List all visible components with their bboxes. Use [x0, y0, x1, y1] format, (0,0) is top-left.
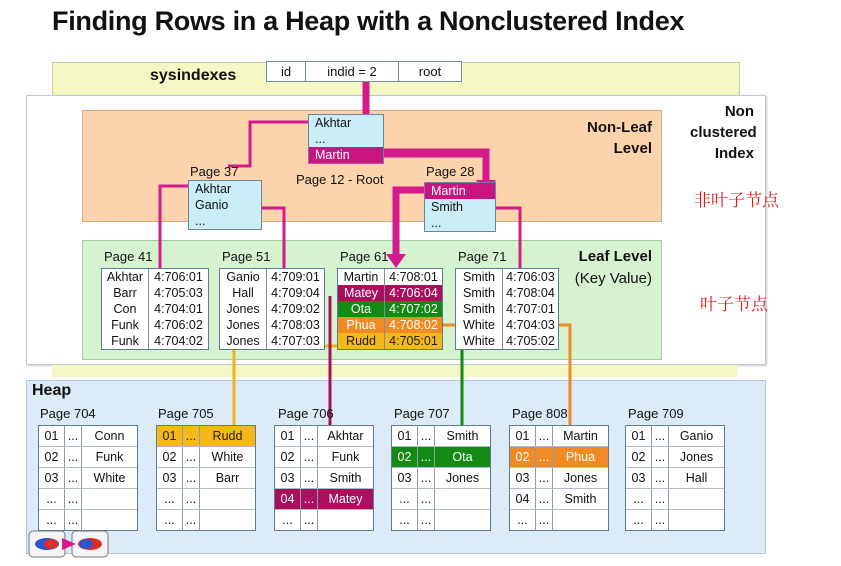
- heap-row: [392, 426, 490, 447]
- leaf-row: [220, 317, 324, 333]
- leaf-page-61: [337, 268, 443, 350]
- leaf-rid: 4:706:02: [154, 318, 203, 332]
- row-value: Ota: [452, 450, 473, 464]
- ellipsis: ...: [65, 510, 82, 530]
- page-label: Page 12 - Root: [296, 172, 384, 187]
- index-page-28: [424, 182, 496, 232]
- row-value: Hall: [685, 471, 708, 485]
- label-line: clustered: [690, 124, 757, 141]
- heap-row-phua: [510, 447, 608, 468]
- leaf-key: Ganio: [220, 269, 267, 285]
- leaf-key: Funk: [102, 317, 149, 333]
- leaf-row: [220, 269, 324, 285]
- leaf-page-51: [219, 268, 325, 350]
- heap-page-709: [625, 425, 725, 531]
- heap-row: [157, 489, 255, 510]
- slide-navigation-icon[interactable]: [28, 529, 110, 559]
- leaf-rid: 4:704:02: [154, 334, 203, 348]
- sysindexes-field-id: id: [267, 62, 306, 81]
- ellipsis: ...: [301, 468, 318, 488]
- leaf-key: White: [456, 317, 503, 333]
- heap-row-ota: [392, 447, 490, 468]
- heap-page-808: [509, 425, 609, 531]
- index-row: Akhtar: [315, 116, 352, 130]
- slot-number: ...: [392, 489, 418, 509]
- leaf-row: [456, 301, 558, 317]
- label-line: Level: [613, 140, 652, 157]
- slot-number: 01: [626, 426, 652, 446]
- leaf-key: White: [456, 333, 503, 349]
- link-page37-to-page41: [160, 186, 188, 268]
- slot-number: 02: [157, 447, 183, 467]
- leaf-key: Jones: [220, 317, 267, 333]
- leaf-level-label: Leaf Level: [578, 248, 652, 265]
- row-value: Jones: [445, 471, 480, 485]
- row-value: Funk: [331, 450, 360, 464]
- page-label: Page 41: [104, 249, 153, 264]
- row-value: White: [211, 450, 244, 464]
- sysindexes-field-indid: indid = 2: [306, 62, 399, 81]
- leaf-key: Smith: [456, 269, 503, 285]
- heap-row: [157, 468, 255, 489]
- slot-number: 03: [510, 468, 536, 488]
- leaf-key: Hall: [220, 285, 267, 301]
- leaf-key: Rudd: [338, 333, 385, 349]
- slot-number: 04: [510, 489, 536, 509]
- ellipsis: ...: [301, 447, 318, 467]
- slot-number: 03: [157, 468, 183, 488]
- ellipsis: ...: [65, 468, 82, 488]
- slot-number: ...: [626, 510, 652, 530]
- slot-number: 02: [392, 447, 418, 467]
- leaf-page-41: [101, 268, 209, 350]
- leaf-key: Matey: [338, 285, 385, 301]
- row-value: Ganio: [679, 429, 714, 443]
- row-value: Akhtar: [327, 429, 364, 443]
- leaf-row: [456, 285, 558, 301]
- row-value: [669, 510, 724, 530]
- slot-number: 02: [275, 447, 301, 467]
- slot-number: 01: [275, 426, 301, 446]
- heap-row: [157, 447, 255, 468]
- leaf-key: Funk: [102, 333, 149, 349]
- chinese-leaf-label: 叶子节点: [700, 295, 768, 314]
- leaf-row: [102, 333, 208, 349]
- slot-number: 03: [39, 468, 65, 488]
- page-label: Page 51: [222, 249, 271, 264]
- slot-number: ...: [626, 489, 652, 509]
- row-value: Smith: [564, 492, 597, 506]
- leaf-row: [102, 317, 208, 333]
- page-label: Page 808: [512, 406, 568, 421]
- slot-number: 02: [510, 447, 536, 467]
- row-value: Jones: [563, 471, 598, 485]
- label-line: Non-Leaf: [587, 119, 652, 136]
- heap-row: [392, 510, 490, 530]
- leaf-row: [456, 269, 558, 285]
- slot-number: 01: [39, 426, 65, 446]
- leaf-rid: 4:706:01: [154, 270, 203, 284]
- sysindexes-field-root: root: [418, 64, 442, 79]
- heap-row: [275, 447, 373, 468]
- page-label: Page 704: [40, 406, 96, 421]
- heap-row: [626, 468, 724, 489]
- row-value: Matey: [328, 492, 363, 506]
- leaf-key: Ota: [338, 301, 385, 317]
- ellipsis: ...: [536, 489, 553, 509]
- ellipsis: ...: [536, 468, 553, 488]
- slot-number: ...: [275, 510, 301, 530]
- leaf-row: [338, 269, 442, 285]
- leaf-row: [220, 285, 324, 301]
- leaf-key: Phua: [338, 317, 385, 333]
- row-value: [435, 510, 490, 530]
- chinese-nonleaf-label: 非叶子节点: [694, 191, 779, 210]
- sysindexes-label: sysindexes: [150, 67, 237, 84]
- leaf-row: [102, 301, 208, 317]
- label-line: Non: [724, 103, 754, 120]
- row-value: [553, 510, 608, 530]
- ellipsis: ...: [65, 426, 82, 446]
- leaf-row-matey: [338, 285, 442, 301]
- leaf-rid: 4:709:02: [271, 302, 320, 316]
- navigation-arrows-icon: [28, 529, 110, 559]
- heap-row: [39, 510, 137, 530]
- leaf-row: [456, 317, 558, 333]
- slot-number: 01: [392, 426, 418, 446]
- heap-row: [39, 489, 137, 510]
- slot-number: 03: [392, 468, 418, 488]
- row-value: Conn: [94, 429, 125, 443]
- leaf-key: Smith: [456, 285, 503, 301]
- heap-row: [392, 489, 490, 510]
- leaf-row-rudd: [338, 333, 442, 349]
- row-value: [200, 489, 255, 509]
- heap-row: [510, 426, 608, 447]
- leaf-key: Jones: [220, 333, 267, 349]
- heap-row: [626, 510, 724, 530]
- leaf-row-ota: [338, 301, 442, 317]
- slot-number: 02: [626, 447, 652, 467]
- slot-number: ...: [39, 489, 65, 509]
- ellipsis: ...: [65, 489, 82, 509]
- index-row-highlight: Martin: [425, 183, 495, 199]
- ellipsis: ...: [65, 447, 82, 467]
- heap-row: [39, 468, 137, 489]
- page-title: Finding Rows in a Heap with a Nonclustered Index: [52, 6, 685, 36]
- slot-number: ...: [157, 510, 183, 530]
- slot-number: ...: [39, 510, 65, 530]
- leaf-key: Jones: [220, 301, 267, 317]
- heap-label: Heap: [32, 382, 72, 399]
- index-row-highlight: Martin: [309, 147, 383, 163]
- heap-row: [626, 447, 724, 468]
- ellipsis: ...: [183, 510, 200, 530]
- leaf-rid: 4:704:03: [506, 318, 555, 332]
- heap-page-707: [391, 425, 491, 531]
- index-page-37: [188, 180, 262, 230]
- page-label: Page 37: [190, 164, 239, 179]
- leaf-rid: 4:708:02: [389, 318, 438, 332]
- heap-row: [39, 447, 137, 468]
- heap-row: [157, 510, 255, 530]
- leaf-rid: 4:707:02: [389, 302, 438, 316]
- heap-page-704: [38, 425, 138, 531]
- leaf-row: [456, 333, 558, 349]
- ellipsis: ...: [652, 468, 669, 488]
- slot-number: 03: [626, 468, 652, 488]
- slot-number: 03: [275, 468, 301, 488]
- heap-row: [626, 489, 724, 510]
- ellipsis: ...: [183, 489, 200, 509]
- leaf-row-phua: [338, 317, 442, 333]
- slot-number: ...: [157, 489, 183, 509]
- ellipsis: ...: [418, 489, 435, 509]
- ellipsis: ...: [652, 489, 669, 509]
- ellipsis: ...: [652, 447, 669, 467]
- heap-row-matey: [275, 489, 373, 510]
- slot-number: ...: [392, 510, 418, 530]
- page-label: Page 71: [458, 249, 507, 264]
- heap-row: [626, 426, 724, 447]
- page-label: Page 706: [278, 406, 334, 421]
- row-value: Phua: [565, 450, 596, 464]
- row-value: Funk: [95, 450, 124, 464]
- leaf-row: [220, 301, 324, 317]
- heap-row: [275, 468, 373, 489]
- ellipsis: ...: [301, 489, 318, 509]
- leaf-rid: 4:708:03: [271, 318, 320, 332]
- ellipsis: ...: [536, 426, 553, 446]
- ellipsis: ...: [536, 510, 553, 530]
- ellipsis: ...: [418, 510, 435, 530]
- label-line: Index: [714, 145, 754, 162]
- page-label: Page 705: [158, 406, 214, 421]
- ellipsis: ...: [536, 447, 553, 467]
- page-label: Page 709: [628, 406, 684, 421]
- ellipsis: ...: [418, 426, 435, 446]
- leaf-page-71: [455, 268, 559, 350]
- key-value-label: (Key Value): [574, 270, 652, 287]
- row-value: Martin: [563, 429, 598, 443]
- slot-number: 01: [510, 426, 536, 446]
- slot-number: 04: [275, 489, 301, 509]
- leaf-key: Martin: [338, 269, 385, 285]
- leaf-key: Smith: [456, 301, 503, 317]
- leaf-rid: 4:708:04: [506, 286, 555, 300]
- row-value: [82, 489, 137, 509]
- leaf-key: Akhtar: [102, 269, 149, 285]
- leaf-rid: 4:709:01: [271, 270, 320, 284]
- index-row: ...: [195, 214, 206, 228]
- row-value: [435, 489, 490, 509]
- ellipsis: ...: [418, 468, 435, 488]
- index-row: ...: [431, 216, 442, 230]
- index-row: Ganio: [195, 198, 229, 212]
- heap-row: [510, 489, 608, 510]
- root-index-page: [308, 114, 384, 164]
- leaf-rid: 4:709:04: [271, 286, 320, 300]
- ellipsis: ...: [301, 426, 318, 446]
- slot-number: ...: [510, 510, 536, 530]
- page-label: Page 28: [426, 164, 475, 179]
- arrowhead: [386, 254, 406, 268]
- row-value: [318, 510, 373, 530]
- ellipsis: ...: [301, 510, 318, 530]
- row-value: Jones: [679, 450, 714, 464]
- heap-row-rudd: [157, 426, 255, 447]
- row-value: Rudd: [212, 429, 243, 443]
- slot-number: 01: [157, 426, 183, 446]
- row-value: Barr: [215, 471, 240, 485]
- leaf-rid: 4:705:01: [389, 334, 438, 348]
- leaf-rid: 4:704:01: [154, 302, 203, 316]
- row-value: Smith: [329, 471, 362, 485]
- row-value: [669, 489, 724, 509]
- leaf-row: [102, 269, 208, 285]
- heap-row: [275, 510, 373, 530]
- leaf-rid: 4:705:03: [154, 286, 203, 300]
- ellipsis: ...: [183, 468, 200, 488]
- leaf-rid: 4:708:01: [389, 270, 438, 284]
- leaf-rid: 4:705:02: [506, 334, 555, 348]
- row-value: Smith: [446, 429, 479, 443]
- link-root-to-page37: [228, 122, 308, 166]
- heap-page-706: [274, 425, 374, 531]
- leaf-row: [102, 285, 208, 301]
- heap-row: [510, 510, 608, 530]
- slot-number: 02: [39, 447, 65, 467]
- heap-page-705: [156, 425, 256, 531]
- ellipsis: ...: [183, 426, 200, 446]
- heap-row: [510, 468, 608, 489]
- row-value: [200, 510, 255, 530]
- index-row: Smith: [431, 200, 463, 214]
- leaf-key: Barr: [102, 285, 149, 301]
- ellipsis: ...: [418, 447, 435, 467]
- heap-row: [39, 426, 137, 447]
- leaf-rid: 4:706:04: [389, 286, 438, 300]
- leaf-rid: 4:707:03: [271, 334, 320, 348]
- heap-row: [392, 468, 490, 489]
- page-label: Page 61: [340, 249, 389, 264]
- leaf-key: Con: [102, 301, 149, 317]
- ellipsis: ...: [183, 447, 200, 467]
- page-label: Page 707: [394, 406, 450, 421]
- row-value: [82, 510, 137, 530]
- index-row: ...: [315, 132, 326, 146]
- leaf-rid: 4:707:01: [506, 302, 555, 316]
- heap-row: [275, 426, 373, 447]
- index-row: Akhtar: [195, 182, 232, 196]
- leaf-row: [220, 333, 324, 349]
- ellipsis: ...: [652, 510, 669, 530]
- ellipsis: ...: [652, 426, 669, 446]
- row-value: White: [93, 471, 126, 485]
- leaf-rid: 4:706:03: [506, 270, 555, 284]
